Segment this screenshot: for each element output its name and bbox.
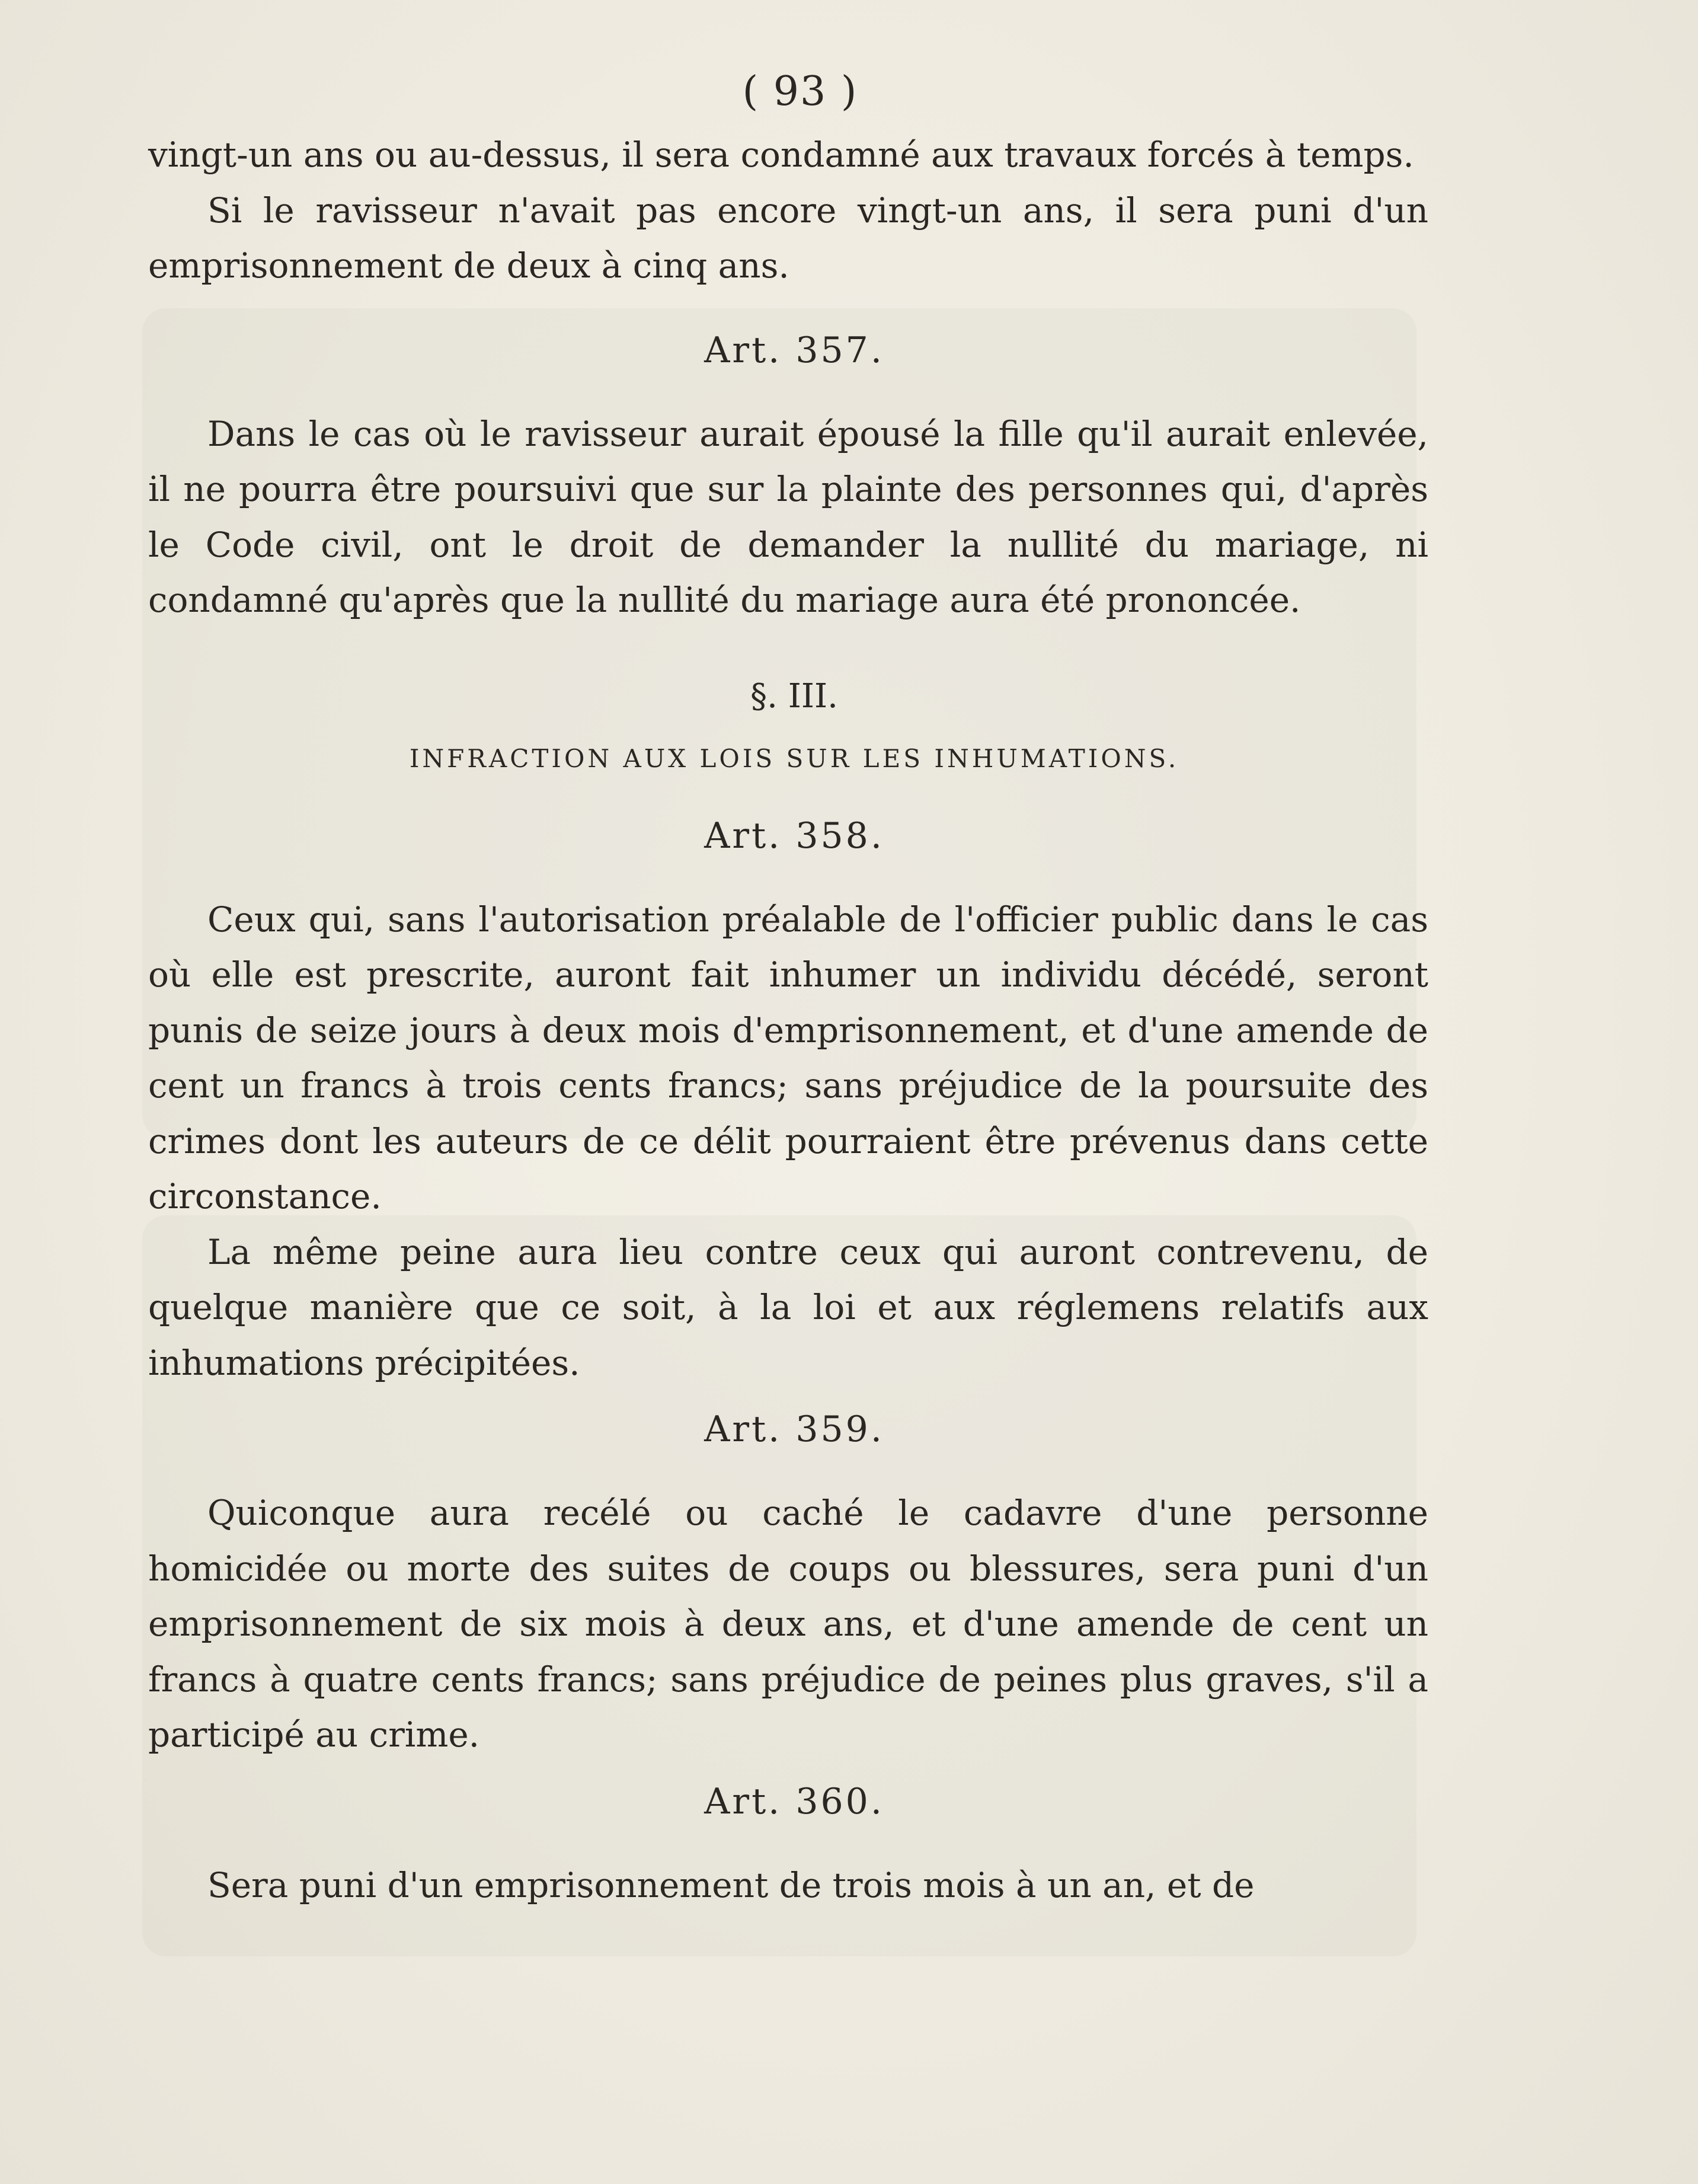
article-title-359: Art. 359. — [704, 1409, 884, 1450]
page-number: ( 93 ) — [742, 68, 858, 115]
article-358-text-2: La même peine aura lieu contre ceux qui auront contrevenu, de quelque manière que ce soit, à la loi et aux réglemens relatifs aux inhumations précipitées. — [148, 1231, 1428, 1383]
article-title-358: Art. 358. — [704, 815, 884, 857]
article-title-360: Art. 360. — [704, 1780, 884, 1822]
section-number: §. III. — [750, 676, 838, 716]
section-heading: INFRACTION AUX LOIS SUR LES INHUMATIONS. — [409, 743, 1179, 773]
article-360-text: Sera puni d'un emprisonnement de trois mois à un an, et de — [207, 1864, 1255, 1905]
article-357-text: Dans le cas où le ravisseur aurait épousé la fille qu'il aurait enlevée, il ne pourra être poursuivi que sur la plainte des personnes qui, d'après le Code civil, ont le droit de demander la nullité du mariage, ni condamné qu'après que la nullité du mariage aura été prononcée. — [148, 413, 1428, 620]
article-359-text: Quiconque aura recélé ou caché le cadavre d'une personne homicidée ou morte des suites de coups ou blessures, sera puni d'un emprisonnement de six mois à deux ans, et d'une amende de cent un francs à quatre cents francs; sans préjudice de peines plus graves, s'il a participé au crime. — [148, 1493, 1428, 1755]
page-text — [148, 56, 1428, 1913]
article-358-text: Ceux qui, sans l'autorisation préalable de l'officier public dans le cas où elle est prescrite, auront fait inhumer un individu décédé, seront punis de seize jours à deux mois d'emprisonnement, et d'une amende de cent un francs à trois cents francs; sans préjudice de la poursuite des crimes dont les auteurs de ce délit pourraient être prévenus dans cette circonstance. — [148, 899, 1428, 1216]
continued-paragraph: vingt-un ans ou au-dessus, il sera condamné aux travaux forcés à temps. — [148, 135, 1414, 175]
article-title-357: Art. 357. — [704, 329, 884, 371]
paragraph: Si le ravisseur n'avait pas encore vingt-un ans, il sera puni d'un emprisonnement de deux à cinq ans. — [148, 190, 1428, 286]
